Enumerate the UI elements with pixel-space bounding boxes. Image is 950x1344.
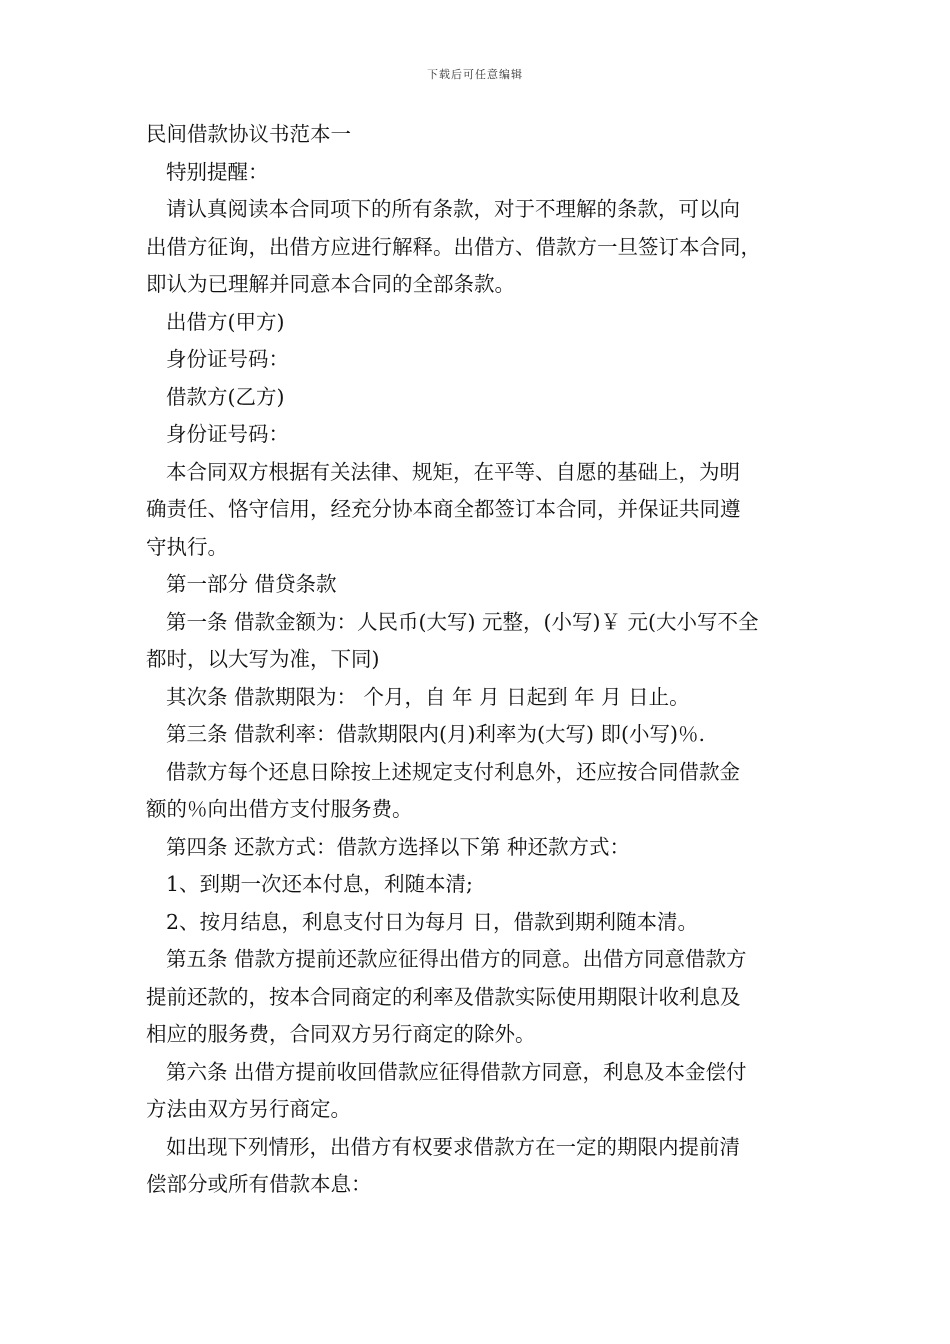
text-line: 方法由双方另行商定。 [146, 1097, 351, 1121]
header-note: 下载后可任意编辑 [427, 68, 523, 81]
text-line: 第三条 借款利率：借款期限内(月)利率为(大写) 即(小写)％. [166, 722, 706, 746]
document-title: 民间借款协议书范本一 [146, 122, 351, 146]
text-line: 本合同双方根据有关法律、规矩，在平等、自愿的基础上，为明 [166, 459, 740, 484]
text-line: 2、按月结息，利息支付日为每月 日，借款到期利随本清。 [166, 909, 699, 934]
document-lines [146, 154, 826, 1204]
text-line: 守执行。 [146, 534, 228, 559]
text-line: 1、到期一次还本付息，利随本清; [166, 872, 473, 896]
text-line: 出借方(甲方) [166, 309, 285, 334]
text-line: 相应的服务费，合同双方另行商定的除外。 [146, 1022, 536, 1046]
text-line: 偿部分或所有借款本息： [146, 1172, 372, 1196]
text-line: 请认真阅读本合同项下的所有条款，对于不理解的条款，可以向 [166, 197, 740, 221]
text-line: 第四条 还款方式：借款方选择以下第 种还款方式： [166, 834, 631, 859]
document-body [146, 116, 826, 1204]
text-line: 额的％向出借方支付服务费。 [146, 797, 413, 821]
text-line: 提前还款的，按本合同商定的利率及借款实际使用期限计收利息及 [146, 984, 741, 1009]
text-line: 借款方(乙方) [166, 384, 285, 409]
text-line: 第五条 借款方提前还款应征得出借方的同意。出借方同意借款方 [166, 947, 747, 971]
text-line: 第一条 借款金额为：人民币(大写) 元整，(小写)￥ 元(大小写不全 [166, 609, 759, 634]
text-line: 其次条 借款期限为： 个月，自 年 月 日起到 年 月 日止。 [166, 684, 690, 709]
text-line: 借款方每个还息日除按上述规定支付利息外，还应按合同借款金 [166, 759, 740, 784]
text-line: 身份证号码： [166, 422, 289, 446]
text-line: 出借方征询，出借方应进行解释。出借方、借款方一旦签订本合同， [146, 234, 761, 259]
text-line: 如出现下列情形，出借方有权要求借款方在一定的期限内提前清 [166, 1134, 740, 1159]
text-line: 特别提醒： [166, 159, 269, 184]
text-line: 都时，以大写为准，下同) [146, 647, 380, 671]
text-line: 身份证号码： [166, 347, 289, 371]
text-line: 确责任、恪守信用，经充分协本商全都签订本合同，并保证共同遵 [146, 497, 741, 521]
text-line: 第六条 出借方提前收回借款应征得借款方同意，利息及本金偿付 [166, 1059, 747, 1084]
text-line: 第一部分 借贷条款 [166, 572, 337, 596]
text-line: 即认为已理解并同意本合同的全部条款。 [146, 272, 515, 296]
